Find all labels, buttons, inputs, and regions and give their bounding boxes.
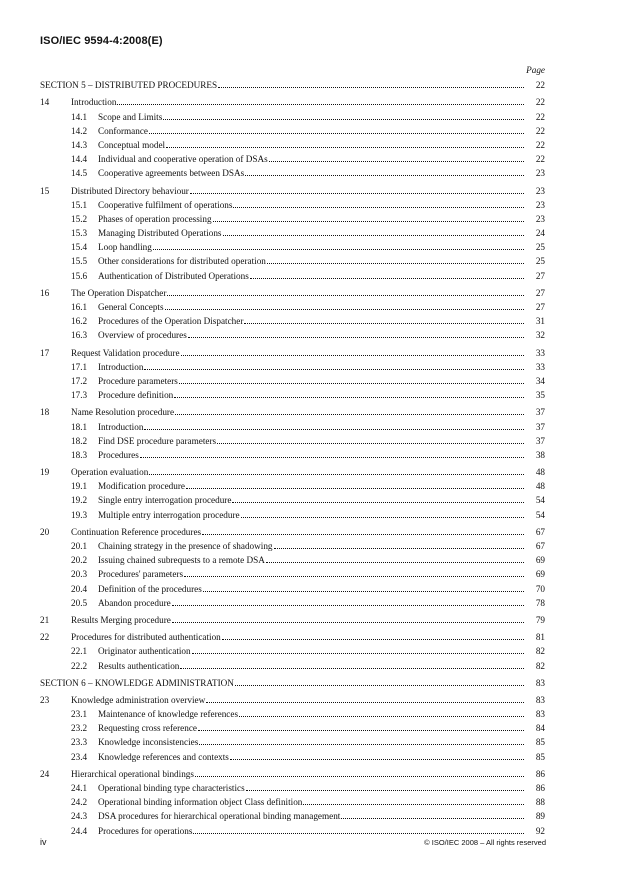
- toc-dot-leader: [149, 474, 524, 475]
- toc-entry-title: SECTION 6 – KNOWLEDGE ADMINISTRATION: [40, 677, 234, 688]
- toc-dot-leader: [206, 702, 524, 703]
- toc-subclause-row[interactable]: [40, 225, 545, 239]
- toc-entry-title: Multiple entry interrogation procedure: [98, 509, 240, 520]
- toc-entry-title: Requesting cross reference: [98, 723, 197, 734]
- toc-entry-number: 17.2: [71, 375, 88, 386]
- toc-entry-number: 24.3: [71, 811, 88, 822]
- toc-dot-leader: [202, 534, 524, 535]
- toc-entry-number: 15: [40, 185, 50, 196]
- toc-dot-leader: [218, 87, 524, 88]
- toc-entry-number: 19.3: [71, 509, 88, 520]
- toc-subclause-row[interactable]: [40, 418, 545, 432]
- toc-dot-leader: [174, 397, 524, 398]
- toc-entry-title: Abandon procedure: [98, 597, 171, 608]
- toc-clause-row[interactable]: [40, 629, 545, 643]
- toc-clause-row[interactable]: [40, 344, 545, 358]
- footer-page-number: iv: [40, 837, 47, 847]
- toc-entry-page: 85: [535, 751, 545, 762]
- toc-entry-number: 20.4: [71, 583, 88, 594]
- toc-entry-number: 15.1: [71, 199, 88, 210]
- toc-entry-title: Scope and Limits: [98, 111, 163, 122]
- toc-entry-title: Hierarchical operational bindings: [71, 768, 194, 779]
- toc-subclause-row[interactable]: [40, 492, 545, 506]
- toc-subclause-row[interactable]: [40, 595, 545, 609]
- toc-entry-title: Definition of the procedures: [98, 583, 202, 594]
- toc-entry-number: 20: [40, 526, 50, 537]
- toc-dot-leader: [199, 744, 524, 745]
- toc-dot-leader: [266, 562, 524, 563]
- toc-entry-page: 22: [535, 80, 545, 91]
- toc-entry-title: Procedures: [98, 449, 139, 460]
- toc-entry-number: 14.5: [71, 168, 88, 179]
- toc-entry-number: 23.1: [71, 709, 88, 720]
- toc-entry-page: 22: [535, 139, 545, 150]
- toc-entry-page: 37: [535, 421, 545, 432]
- toc-entry-page: 22: [535, 125, 545, 136]
- toc-clause-row[interactable]: [40, 766, 545, 780]
- toc-entry-number: 16.3: [71, 330, 88, 341]
- toc-entry-page: 83: [535, 677, 545, 688]
- toc-clause-row[interactable]: [40, 464, 545, 478]
- toc-subclause-row[interactable]: [40, 706, 545, 720]
- toc-entry-number: 20.3: [71, 569, 88, 580]
- toc-dot-leader: [341, 818, 524, 819]
- toc-entry-number: 20.2: [71, 555, 88, 566]
- toc-entry-number: 18: [40, 407, 50, 418]
- toc-entry-page: 27: [535, 287, 545, 298]
- toc-dot-leader: [163, 119, 524, 120]
- toc-entry-page: 48: [535, 481, 545, 492]
- toc-entry-title: Knowledge references and contexts: [98, 751, 229, 762]
- toc-dot-leader: [239, 716, 524, 717]
- toc-entry-page: 33: [535, 347, 545, 358]
- toc-entry-page: 23: [535, 168, 545, 179]
- toc-entry-number: 23.2: [71, 723, 88, 734]
- toc-entry-number: 16: [40, 287, 50, 298]
- toc-entry-page: 69: [535, 555, 545, 566]
- toc-dot-leader: [222, 639, 524, 640]
- toc-entry-title: Conformance: [98, 125, 149, 136]
- toc-subclause-row[interactable]: [40, 197, 545, 211]
- toc-entry-number: 20.1: [71, 541, 88, 551]
- toc-entry-number: 14.2: [71, 125, 88, 136]
- toc-entry-page: 89: [535, 811, 545, 822]
- toc-subclause-row[interactable]: [40, 794, 545, 808]
- toc-dot-leader: [233, 207, 524, 208]
- toc-subclause-row[interactable]: [40, 313, 545, 327]
- toc-dot-leader: [172, 605, 524, 606]
- toc-entry-title: Single entry interrogation procedure: [98, 495, 232, 506]
- toc-entry-page: 32: [535, 330, 545, 341]
- toc-entry-number: 14.1: [71, 111, 88, 122]
- toc-dot-leader: [245, 175, 524, 176]
- toc-entry-page: 79: [535, 614, 545, 625]
- toc-entry-title: Other considerations for distributed operation: [98, 256, 266, 267]
- toc-dot-leader: [250, 278, 524, 279]
- toc-entry-number: 18.1: [71, 421, 88, 432]
- toc-subclause-row[interactable]: [40, 267, 545, 281]
- toc-entry-page: 54: [535, 509, 545, 520]
- toc-dot-leader: [179, 383, 524, 384]
- toc-clause-row[interactable]: [40, 285, 545, 299]
- toc-entry-number: 15.3: [71, 228, 88, 239]
- toc-entry-title: Results authentication: [98, 660, 180, 671]
- toc-entry-page: 35: [535, 390, 545, 401]
- toc-entry-title: Introduction: [98, 361, 144, 372]
- toc-entry-number: 24.2: [71, 797, 88, 808]
- toc-dot-leader: [303, 804, 524, 805]
- toc-entry-title: Originator authentication: [98, 646, 191, 657]
- toc-entry-title: Cooperative fulfilment of operations: [98, 199, 233, 210]
- toc-subclause-row[interactable]: [40, 808, 545, 822]
- toc-entry-number: 14.3: [71, 139, 88, 150]
- toc-subclause-row[interactable]: [40, 165, 545, 179]
- toc-entry-title: Individual and cooperative operation of DSAs: [98, 154, 268, 165]
- toc-dot-leader: [167, 295, 524, 296]
- toc-entry-page: 48: [535, 467, 545, 478]
- toc-entry-page: 82: [535, 646, 545, 657]
- toc-subclause-row[interactable]: [40, 373, 545, 387]
- toc-entry-title: The Operation Dispatcher: [71, 287, 167, 298]
- toc-subclause-row[interactable]: [40, 734, 545, 748]
- toc-entry-page: 22: [535, 111, 545, 122]
- toc-subclause-row[interactable]: [40, 108, 545, 122]
- toc-entry-page: 22: [535, 154, 545, 165]
- toc-entry-number: 22: [40, 632, 50, 643]
- toc-entry-number: 16.2: [71, 316, 88, 327]
- toc-entry-page: 83: [535, 709, 545, 720]
- toc-entry-title: Authentication of Distributed Operations: [98, 270, 249, 281]
- toc-dot-leader: [193, 833, 524, 834]
- toc-subclause-row[interactable]: [40, 720, 545, 734]
- toc-entry-page: 54: [535, 495, 545, 506]
- toc-entry-title: General Concepts: [98, 302, 164, 312]
- toc-entry-number: 17: [40, 347, 50, 358]
- toc-entry-number: 22.2: [71, 660, 88, 671]
- table-of-contents: [40, 64, 545, 837]
- toc-entry-page: 67: [535, 541, 545, 551]
- toc-subclause-row[interactable]: [40, 299, 545, 313]
- toc-entry-title: Loop handling: [98, 242, 152, 253]
- toc-dot-leader: [140, 457, 524, 458]
- toc-entry-title: Conceptual model: [98, 139, 166, 150]
- toc-entry-page: 37: [535, 407, 545, 418]
- toc-subclause-row[interactable]: [40, 748, 545, 762]
- toc-entry-title: Request Validation procedure: [71, 347, 180, 358]
- toc-entry-number: 22.1: [71, 646, 88, 657]
- toc-subclause-row[interactable]: [40, 123, 545, 137]
- toc-dot-leader: [117, 104, 524, 105]
- toc-entry-title: Procedures' parameters: [98, 569, 184, 580]
- toc-dot-leader: [203, 591, 524, 592]
- toc-entry-page: 88: [535, 797, 545, 808]
- toc-entry-number: 21: [40, 614, 50, 625]
- toc-dot-leader: [198, 730, 524, 731]
- toc-dot-leader: [241, 517, 524, 518]
- toc-dot-leader: [192, 653, 524, 654]
- toc-dot-leader: [144, 429, 524, 430]
- toc-entry-page: 92: [535, 825, 545, 836]
- toc-subclause-row[interactable]: [40, 151, 545, 165]
- toc-entry-title: Managing Distributed Operations: [98, 228, 222, 239]
- toc-entry-page: 38: [535, 449, 545, 460]
- toc-entry-page: 37: [535, 435, 545, 446]
- toc-entry-page: 83: [535, 694, 545, 705]
- toc-dot-leader: [267, 263, 524, 264]
- toc-entry-page: 27: [535, 302, 545, 312]
- toc-entry-page: 31: [535, 316, 545, 327]
- toc-entry-page: 78: [535, 597, 545, 608]
- toc-subclause-row[interactable]: [40, 566, 545, 580]
- toc-entry-number: 24.4: [71, 825, 88, 836]
- toc-subclause-row[interactable]: [40, 780, 545, 794]
- toc-entry-page: 69: [535, 569, 545, 580]
- toc-entry-number: 15.4: [71, 242, 88, 253]
- toc-entry-page: 27: [535, 270, 545, 281]
- toc-clause-row[interactable]: [40, 524, 545, 538]
- toc-section-row[interactable]: [40, 675, 545, 689]
- toc-entry-title: Procedures for operations: [98, 825, 193, 836]
- toc-entry-title: Knowledge inconsistencies: [98, 737, 199, 748]
- toc-section-row[interactable]: [40, 77, 545, 91]
- toc-subclause-row[interactable]: [40, 239, 545, 253]
- toc-entry-title: Issuing chained subrequests to a remote DSA: [98, 555, 265, 566]
- toc-entry-title: DSA procedures for hierarchical operational binding management: [98, 811, 341, 822]
- toc-entry-title: Operation evaluation: [71, 467, 149, 478]
- toc-dot-leader: [230, 759, 524, 760]
- toc-entry-number: 20.5: [71, 597, 88, 608]
- toc-entry-title: Introduction: [71, 97, 117, 108]
- toc-dot-leader: [149, 133, 524, 134]
- toc-entry-page: 23: [535, 213, 545, 224]
- toc-dot-leader: [190, 193, 524, 194]
- toc-clause-row[interactable]: [40, 692, 545, 706]
- toc-entry-number: 15.5: [71, 256, 88, 267]
- toc-subclause-row[interactable]: [40, 552, 545, 566]
- toc-clause-row[interactable]: [40, 182, 545, 196]
- toc-entry-page: 70: [535, 583, 545, 594]
- toc-entry-title: Name Resolution procedure: [71, 407, 175, 418]
- toc-entry-page: 82: [535, 660, 545, 671]
- toc-entry-title: Procedures for distributed authentication: [71, 632, 221, 643]
- toc-entry-page: 67: [535, 526, 545, 537]
- document-identifier: ISO/IEC 9594-4:2008(E): [40, 35, 163, 47]
- toc-dot-leader: [184, 576, 524, 577]
- toc-entry-title: Maintenance of knowledge references: [98, 709, 239, 720]
- toc-entry-title: Operational binding type characteristics: [98, 783, 245, 793]
- toc-dot-leader: [175, 414, 524, 415]
- toc-dot-leader: [195, 776, 524, 777]
- toc-entry-page: 23: [535, 185, 545, 196]
- footer-copyright: © ISO/IEC 2008 – All rights reserved: [424, 838, 546, 847]
- toc-dot-leader: [223, 235, 525, 236]
- toc-dot-leader: [153, 249, 524, 250]
- toc-entry-page: 86: [535, 783, 545, 793]
- toc-dot-leader: [274, 548, 524, 549]
- toc-dot-leader: [217, 443, 524, 444]
- toc-subclause-row[interactable]: [40, 822, 545, 836]
- toc-entry-title: Distributed Directory behaviour: [71, 185, 189, 196]
- toc-entry-page: 25: [535, 256, 545, 267]
- toc-entry-page: 24: [535, 228, 545, 239]
- toc-dot-leader: [213, 221, 524, 222]
- toc-entry-page: 81: [535, 632, 545, 643]
- toc-entry-title: Find DSE procedure parameters: [98, 435, 217, 446]
- toc-subclause-row[interactable]: [40, 211, 545, 225]
- toc-entry-title: Chaining strategy in the presence of shadowing: [98, 541, 273, 551]
- toc-entry-title: Procedure parameters: [98, 375, 178, 386]
- toc-subclause-row[interactable]: [40, 387, 545, 401]
- toc-dot-leader: [232, 502, 524, 503]
- toc-entry-title: Results Merging procedure: [71, 614, 171, 625]
- toc-entry-title: Introduction: [98, 421, 144, 432]
- toc-subclause-row[interactable]: [40, 433, 545, 447]
- toc-clause-row[interactable]: [40, 404, 545, 418]
- toc-entry-number: 17.1: [71, 361, 88, 372]
- page-column-heading: Page: [526, 65, 545, 75]
- toc-subclause-row[interactable]: [40, 643, 545, 657]
- toc-subclause-row[interactable]: [40, 359, 545, 373]
- toc-entry-number: 19.1: [71, 481, 88, 492]
- toc-subclause-row[interactable]: [40, 137, 545, 151]
- toc-entry-title: Modification procedure: [98, 481, 185, 492]
- toc-dot-leader: [181, 355, 524, 356]
- toc-subclause-row[interactable]: [40, 327, 545, 341]
- toc-entry-number: 17.3: [71, 390, 88, 401]
- toc-dot-leader: [144, 369, 524, 370]
- toc-subclause-row[interactable]: [40, 447, 545, 461]
- toc-subclause-row[interactable]: [40, 253, 545, 267]
- toc-entry-page: 86: [535, 768, 545, 779]
- toc-entry-page: 85: [535, 737, 545, 748]
- toc-entry-number: 23: [40, 694, 50, 705]
- toc-subclause-row[interactable]: [40, 506, 545, 520]
- toc-entry-page: 22: [535, 97, 545, 108]
- toc-entry-page: 34: [535, 375, 545, 386]
- toc-entry-number: 24: [40, 768, 50, 779]
- toc-entry-number: 23.3: [71, 737, 88, 748]
- toc-entry-title: Cooperative agreements between DSAs: [98, 168, 245, 179]
- toc-clause-row[interactable]: [40, 94, 545, 108]
- toc-dot-leader: [165, 309, 524, 310]
- toc-entry-number: 18.2: [71, 435, 88, 446]
- toc-clause-row[interactable]: [40, 612, 545, 626]
- toc-dot-leader: [235, 685, 524, 686]
- toc-entry-title: Phases of operation processing: [98, 213, 212, 224]
- toc-entry-number: 15.2: [71, 213, 88, 224]
- toc-entry-title: Procedure definition: [98, 390, 174, 401]
- toc-entry-page: 23: [535, 199, 545, 210]
- toc-subclause-row[interactable]: [40, 538, 545, 552]
- toc-dot-leader: [269, 161, 524, 162]
- toc-entry-number: 16.1: [71, 302, 88, 312]
- toc-entry-page: 84: [535, 723, 545, 734]
- toc-dot-leader: [172, 622, 524, 623]
- toc-entry-title: Continuation Reference procedures: [71, 526, 202, 537]
- toc-dot-leader: [166, 147, 524, 148]
- toc-entry-number: 14.4: [71, 154, 88, 165]
- toc-entry-title: Procedures of the Operation Dispatcher: [98, 316, 244, 327]
- toc-entry-title: SECTION 5 – DISTRIBUTED PROCEDURES: [40, 80, 218, 91]
- toc-entry-number: 18.3: [71, 449, 88, 460]
- toc-dot-leader: [188, 337, 524, 338]
- toc-dot-leader: [186, 488, 524, 489]
- toc-dot-leader: [244, 323, 524, 324]
- toc-subclause-row[interactable]: [40, 657, 545, 671]
- toc-subclause-row[interactable]: [40, 478, 545, 492]
- toc-entry-number: 23.4: [71, 751, 88, 762]
- toc-subclause-row[interactable]: [40, 580, 545, 594]
- toc-entry-number: 15.6: [71, 270, 88, 281]
- toc-entry-number: 19.2: [71, 495, 88, 506]
- toc-entry-number: 24.1: [71, 783, 88, 793]
- toc-entry-page: 33: [535, 361, 545, 372]
- toc-entry-title: Knowledge administration overview: [71, 694, 206, 705]
- toc-dot-leader: [180, 668, 524, 669]
- toc-entries: [40, 77, 545, 837]
- toc-entry-title: Operational binding information object Class definition: [98, 797, 303, 808]
- toc-entry-title: Overview of procedures: [98, 330, 187, 341]
- toc-entry-page: 25: [535, 242, 545, 253]
- toc-entry-number: 14: [40, 97, 50, 108]
- toc-dot-leader: [246, 790, 524, 791]
- toc-entry-number: 19: [40, 467, 50, 478]
